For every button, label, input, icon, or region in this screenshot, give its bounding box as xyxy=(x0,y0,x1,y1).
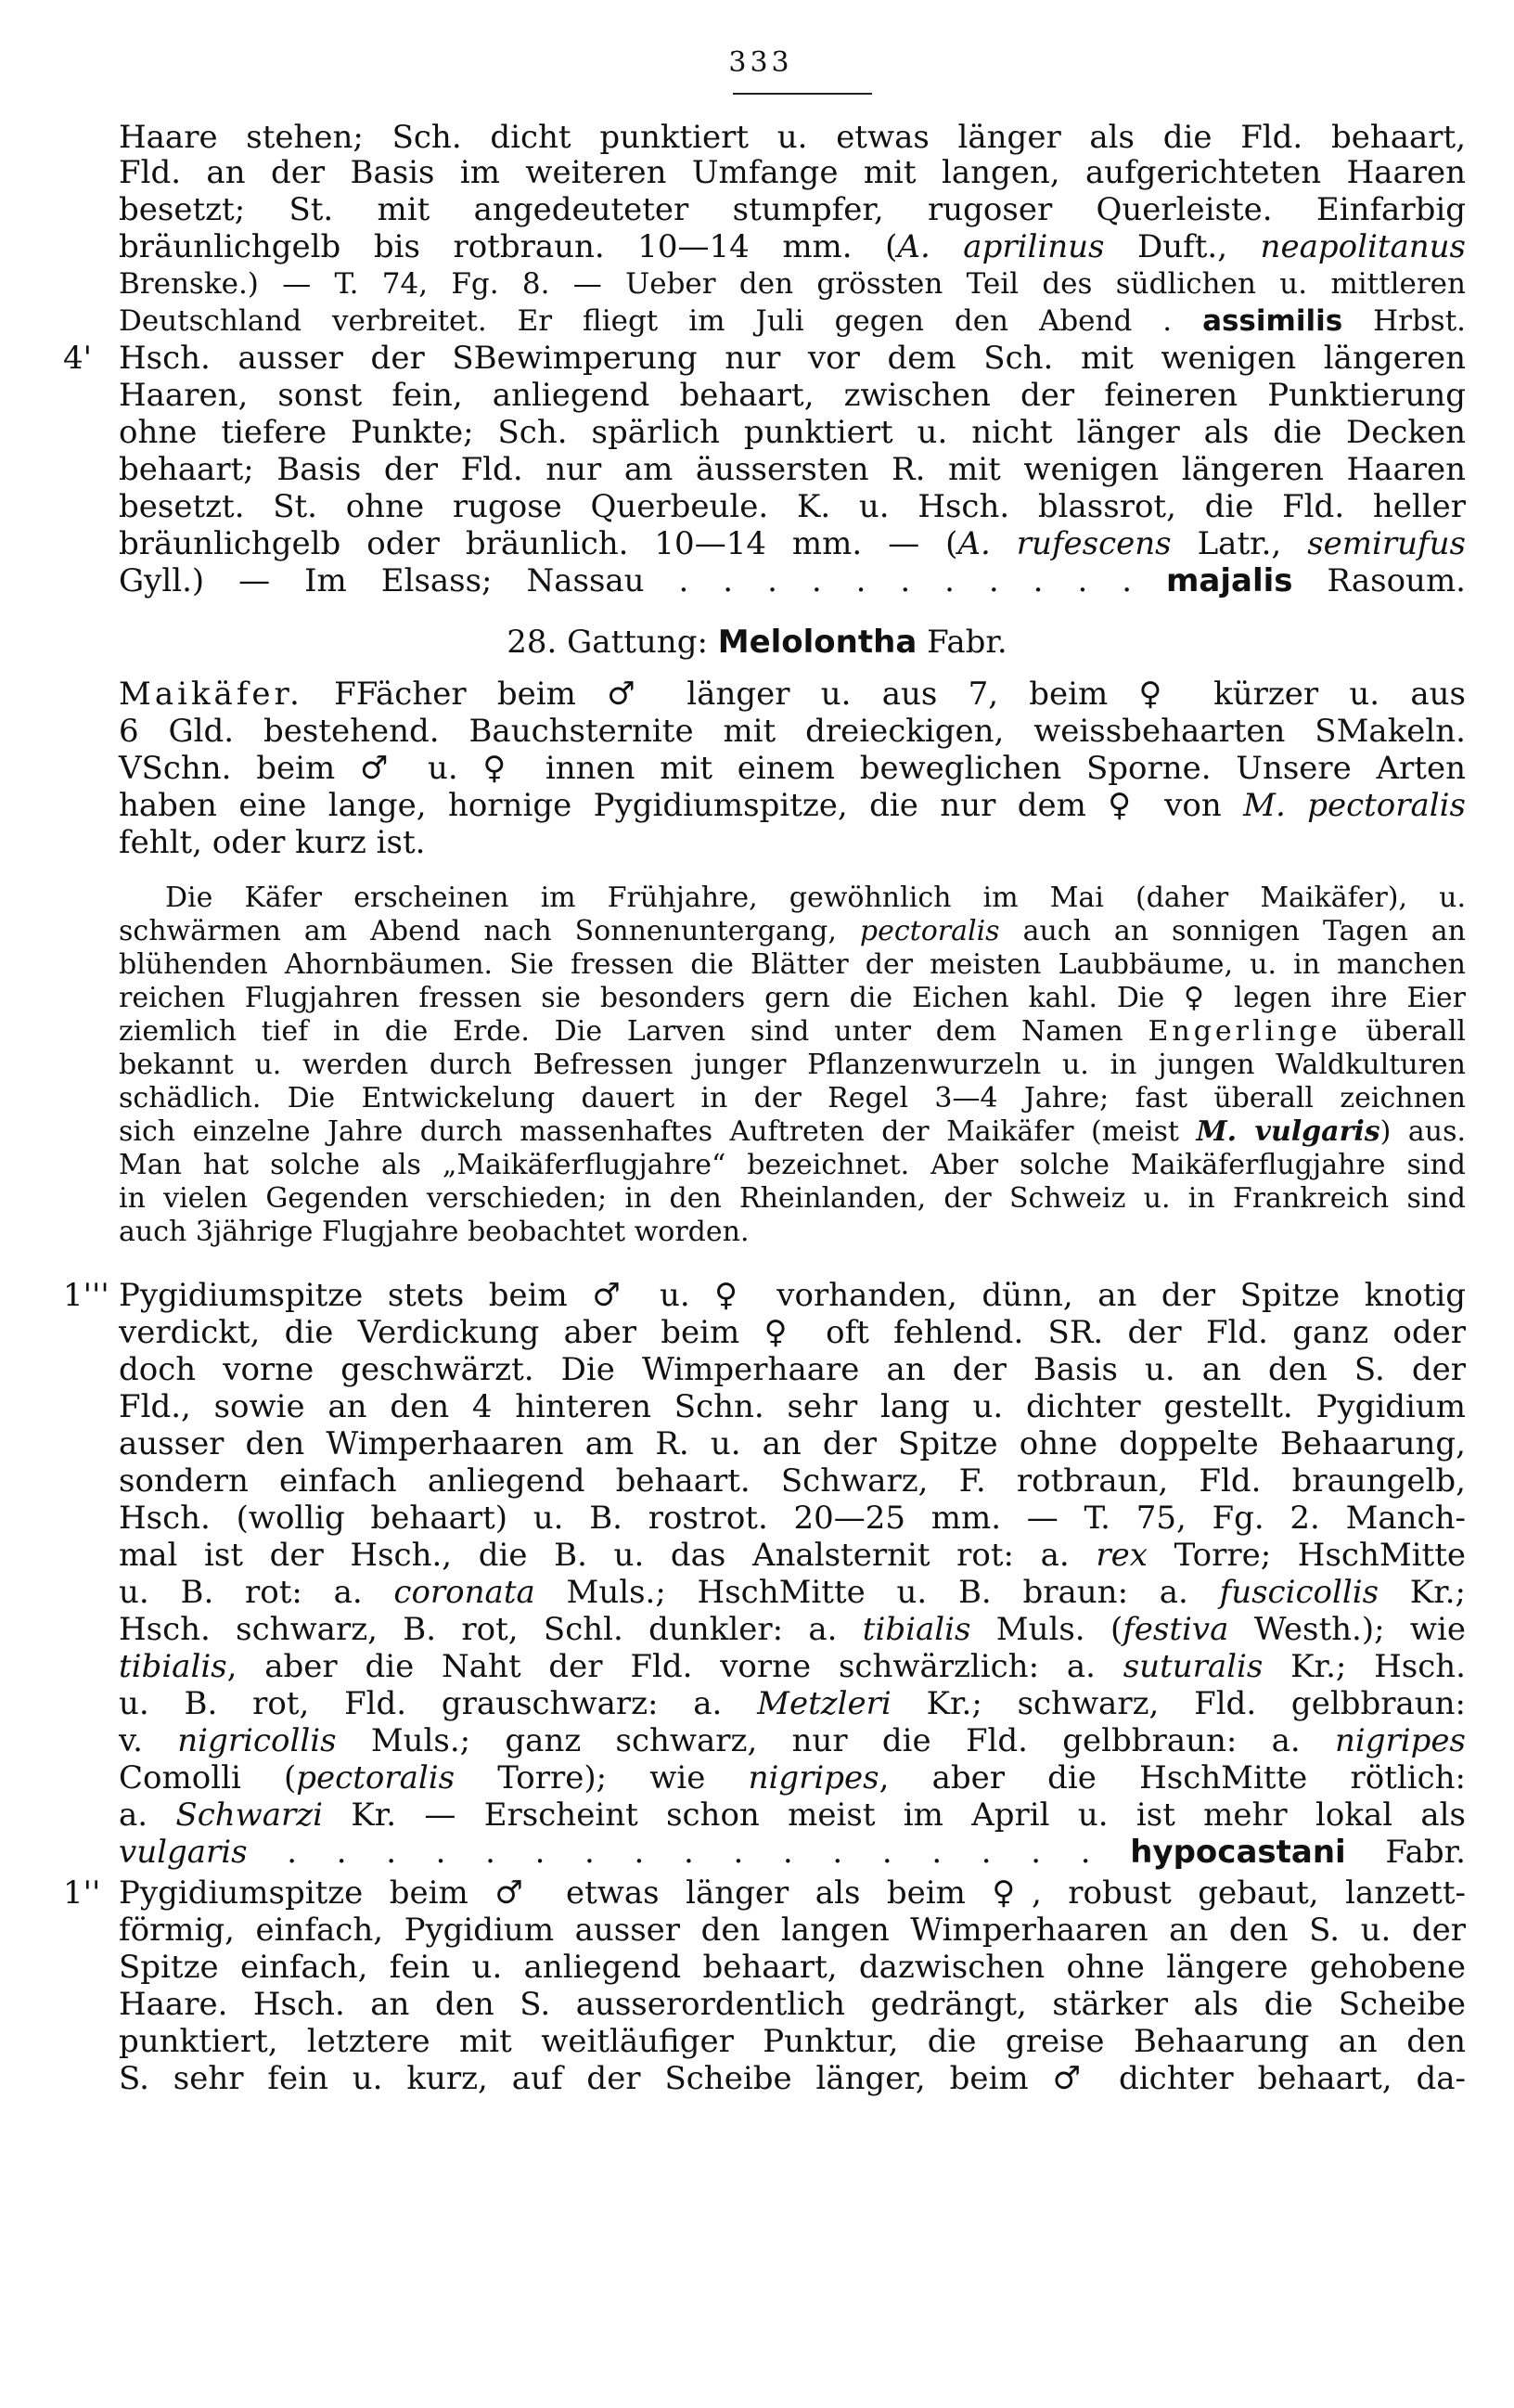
text-line: auch 3jährige Flugjahre beobachtet worden. xyxy=(119,1216,750,1248)
text-line: u. B. rot: a. coronata Muls.; HschMitte u. B. braun: a. fuscicollis Kr.; xyxy=(119,1574,1466,1611)
text-line: Hsch. (wollig behaart) u. B. rostrot. 20—25 mm. — T. 75, Fg. 2. Manch- xyxy=(119,1500,1466,1537)
text-line: ausser den Wimperhaaren am R. u. an der Spitze ohne doppelte Behaarung, xyxy=(119,1425,1466,1462)
text-line: schwärmen am Abend nach Sonnenuntergang, pectoralis auch an sonnigen Tagen an xyxy=(119,915,1467,947)
text-line: sich einzelne Jahre durch massenhaftes Auftreten der Maikäfer (meist M. vulgaris) aus. xyxy=(119,1115,1466,1148)
text-line: vulgaris . . . . . . . . . . . . . . . . . hypocastani Fabr. xyxy=(119,1834,1466,1871)
text-line: fehlt, oder kurz ist. xyxy=(119,824,426,861)
text-line: schädlich. Die Entwickelung dauert in der Regel 3—4 Jahre; fast überall zeichnen xyxy=(119,1082,1466,1114)
couplet-number: 4' xyxy=(63,340,92,377)
text-line: bräunlichgelb oder bräunlich. 10—14 mm. — (A. rufescens Latr., semirufus xyxy=(119,525,1466,562)
text-line: punktiert, letztere mit weitläufiger Punktur, die greise Behaarung an den xyxy=(119,2023,1466,2060)
text-line: Brenske.) — T. 74, Fg. 8. — Ueber den grössten Teil des südlichen u. mittleren xyxy=(119,267,1466,301)
text-line: besetzt. St. ohne rugose Querbeule. K. u. Hsch. blassrot, die Fld. heller xyxy=(119,488,1466,525)
text-line: ziemlich tief in die Erde. Die Larven sind unter dem Namen Engerlinge überall xyxy=(119,1015,1467,1048)
text-line: ohne tiefere Punkte; Sch. spärlich punktiert u. nicht länger als die Decken xyxy=(119,414,1466,451)
text-line: verdickt, die Verdickung aber beim ♀ oft fehlend. SR. der Fld. ganz oder xyxy=(119,1314,1466,1351)
text-line: Spitze einfach, fein u. anliegend behaart, dazwischen ohne längere gehobene xyxy=(119,1949,1466,1986)
genus-heading: 28. Gattung: Melolontha Fabr. xyxy=(507,624,1007,661)
text-line: Hsch. ausser der SBewimperung nur vor dem Sch. mit wenigen längeren xyxy=(119,340,1466,377)
text-line: blühenden Ahornbäumen. Sie fressen die Blätter der meisten Laubbäume, u. in manchen xyxy=(119,948,1466,981)
text-line: in vielen Gegenden verschieden; in den Rheinlanden, der Schweiz u. in Frankreich sind xyxy=(119,1182,1466,1215)
text-line: doch vorne geschwärzt. Die Wimperhaare an der Basis u. an den S. der xyxy=(119,1351,1466,1388)
species-name: assimilis xyxy=(1202,304,1343,338)
text-line: Haaren, sonst fein, anliegend behaart, zwischen der feineren Punktierung xyxy=(119,377,1466,414)
text-line: behaart; Basis der Fld. nur am äussersten R. mit wenigen längeren Haaren xyxy=(119,451,1466,488)
text-line: VSchn. beim ♂ u. ♀ innen mit einem beweglichen Sporne. Unsere Arten xyxy=(119,750,1466,787)
text-line: a. Schwarzi Kr. — Erscheint schon meist im April u. ist mehr lokal als xyxy=(119,1796,1467,1834)
species-name: hypocastani xyxy=(1130,1834,1346,1871)
text-line: Man hat solche als „Maikäferflugjahre“ bezeichnet. Aber solche Maikäferflugjahre sind xyxy=(119,1149,1466,1181)
page-number: 333 xyxy=(728,46,793,79)
text-line: bräunlichgelb bis rotbraun. 10—14 mm. (A. aprilinus Duft., neapolitanus xyxy=(119,228,1466,265)
text-line: Comolli (pectoralis Torre); wie nigripes, aber die HschMitte rötlich: xyxy=(119,1759,1467,1796)
couplet-number: 1'' xyxy=(63,1874,101,1912)
text-line: u. B. rot, Fld. grauschwarz: a. Metzleri Kr.; schwarz, Fld. gelbbraun: xyxy=(119,1685,1466,1722)
text-line: S. sehr fein u. kurz, auf der Scheibe länger, beim ♂ dichter behaart, da- xyxy=(119,2060,1466,2097)
text-line: Fld., sowie an den 4 hinteren Schn. sehr lang u. dichter gestellt. Pygidium xyxy=(119,1388,1466,1425)
text-line: Pygidiumspitze stets beim ♂ u. ♀ vorhanden, dünn, an der Spitze knotig xyxy=(119,1277,1466,1314)
couplet-number: 1''' xyxy=(63,1277,109,1314)
text-line: Haare stehen; Sch. dicht punktiert u. etwas länger als die Fld. behaart, xyxy=(119,119,1466,156)
text-line: förmig, einfach, Pygidium ausser den langen Wimperhaaren an den S. u. der xyxy=(119,1912,1466,1949)
text-line: Haare. Hsch. an den S. ausserordentlich gedrängt, stärker als die Scheibe xyxy=(119,1986,1466,2023)
text-line: Maikäfer. FFächer beim ♂ länger u. aus 7, beim ♀ kürzer u. aus xyxy=(119,676,1466,713)
text-line: v. nigricollis Muls.; ganz schwarz, nur die Fld. gelbbraun: a. nigripes xyxy=(119,1722,1466,1759)
text-line: mal ist der Hsch., die B. u. das Analsternit rot: a. rex Torre; HschMitte xyxy=(119,1537,1466,1574)
text-line: bekannt u. werden durch Befressen junger Pflanzenwurzeln u. in jungen Waldkulturen xyxy=(119,1049,1466,1081)
species-name: majalis xyxy=(1166,562,1293,599)
text-line: 6 Gld. bestehend. Bauchsternite mit dreieckigen, weissbehaarten SMakeln. xyxy=(119,713,1466,750)
header-rule xyxy=(733,93,872,95)
text-line: Die Käfer erscheinen im Frühjahre, gewöhnlich im Mai (daher Maikäfer), u. xyxy=(165,882,1466,914)
text-line: Gyll.) — Im Elsass; Nassau . . . . . . . . . . . majalis Rasoum. xyxy=(119,562,1466,599)
text-line: Deutschland verbreitet. Er fliegt im Juli gegen den Abend . assimilis Hrbst. xyxy=(119,304,1467,338)
text-line: besetzt; St. mit angedeuteter stumpfer, rugoser Querleiste. Einfarbig xyxy=(119,191,1466,228)
text-line: Hsch. schwarz, B. rot, Schl. dunkler: a. tibialis Muls. (festiva Westh.); wie xyxy=(119,1611,1466,1648)
text-line: reichen Flugjahren fressen sie besonders gern die Eichen kahl. Die ♀ legen ihre Eier xyxy=(119,982,1466,1014)
text-line: Pygidiumspitze beim ♂ etwas länger als beim ♀, robust gebaut, lanzett- xyxy=(119,1874,1466,1912)
text-line: tibialis, aber die Naht der Fld. vorne schwärzlich: a. suturalis Kr.; Hsch. xyxy=(119,1648,1466,1685)
text-line: sondern einfach anliegend behaart. Schwarz, F. rotbraun, Fld. braungelb, xyxy=(119,1462,1466,1500)
text-line: haben eine lange, hornige Pygidiumspitze, die nur dem ♀ von M. pectoralis xyxy=(119,787,1466,824)
text-line: Fld. an der Basis im weiteren Umfange mit langen, aufgerichteten Haaren xyxy=(119,154,1466,191)
